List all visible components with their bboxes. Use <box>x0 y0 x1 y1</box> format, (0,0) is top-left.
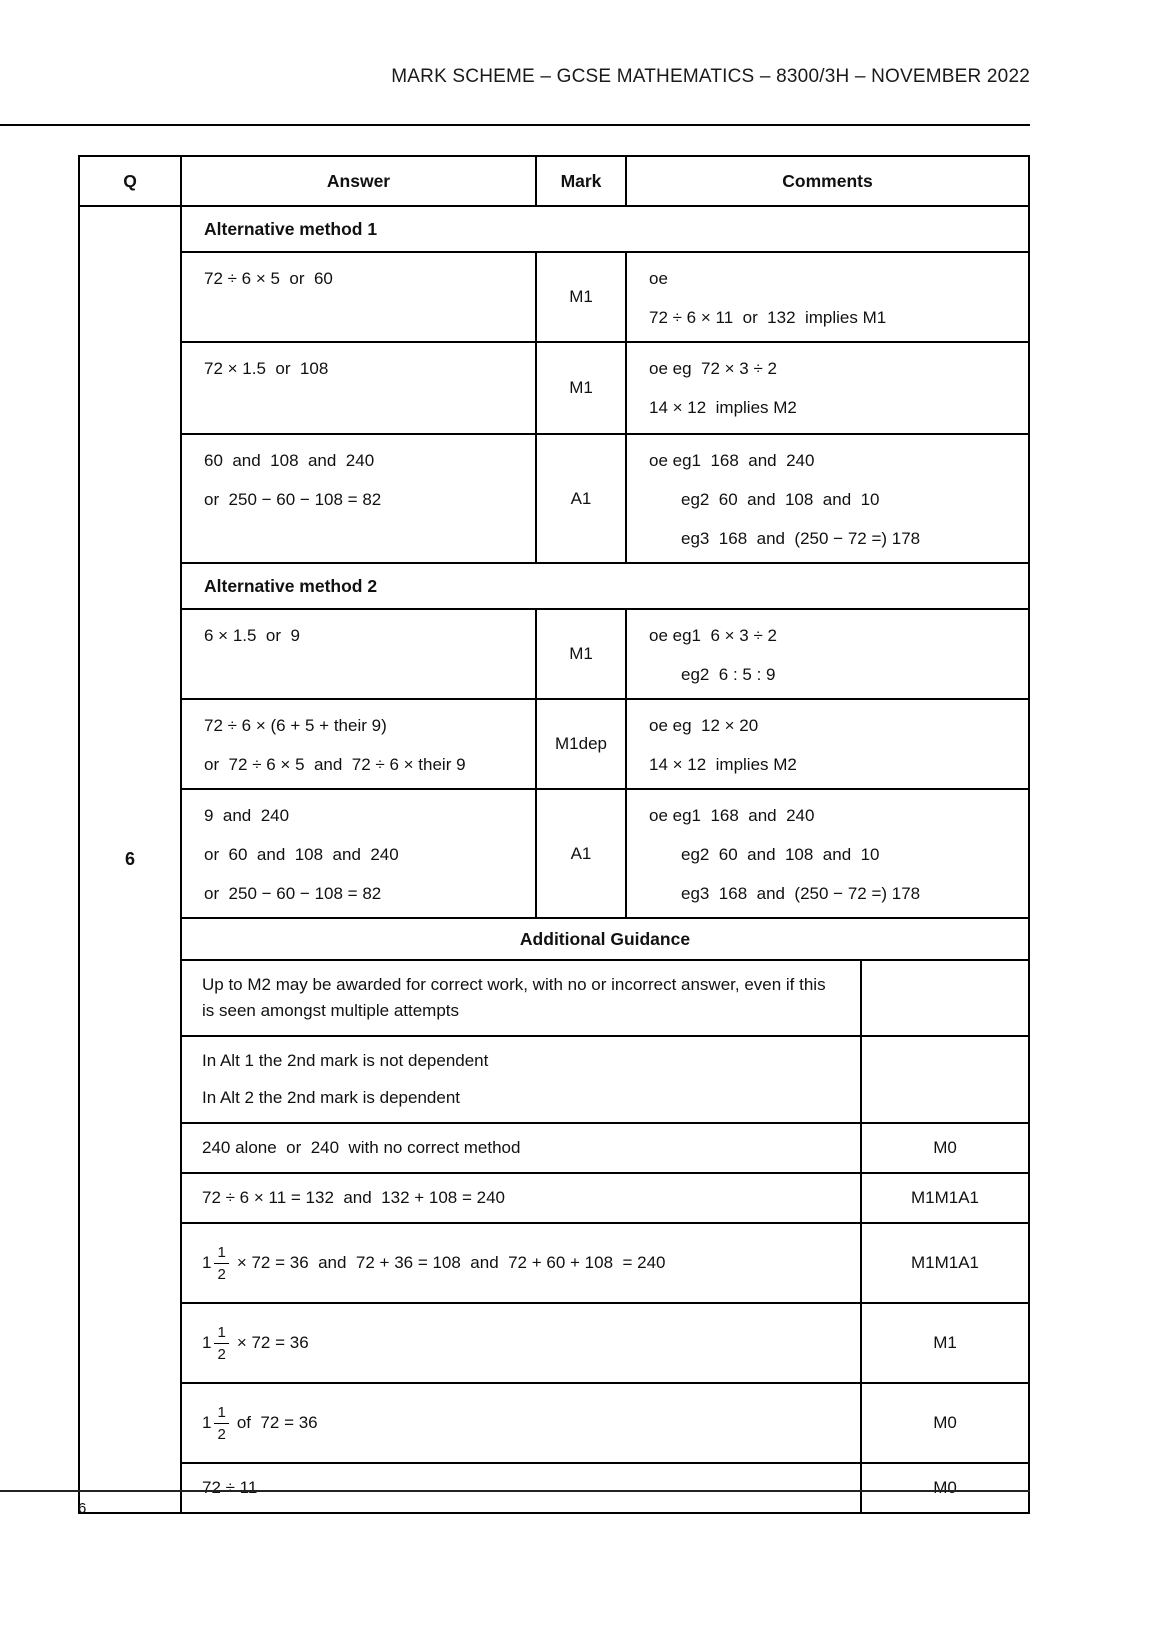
comment-line: oe <box>649 269 668 288</box>
answer-cell <box>182 343 537 433</box>
fraction-denominator: 2 <box>217 1345 226 1363</box>
guidance-text-cell <box>182 1384 862 1462</box>
guidance-mark-cell: M1M1A1 <box>910 1188 980 1207</box>
comments-cell <box>627 610 1028 698</box>
comments-cell <box>627 343 1028 433</box>
table-row <box>182 253 1028 343</box>
guidance-row <box>182 1304 1028 1384</box>
comment-line: oe eg1 6 × 3 ÷ 2 <box>649 626 777 645</box>
guidance-text-cell <box>182 961 862 1035</box>
answer-cell <box>182 610 537 698</box>
mixed-fraction <box>202 1243 229 1284</box>
comments-cell <box>627 435 1028 562</box>
mark-cell: M1dep <box>537 700 627 788</box>
document-header: MARK SCHEME – GCSE MATHEMATICS – 8300/3H – NOVEMBER 2022 <box>391 66 1030 87</box>
guidance-text-cell <box>182 1304 862 1382</box>
fraction-whole: 1 <box>202 1413 212 1432</box>
answer-line: or 60 and 108 and 240 <box>204 845 399 864</box>
comment-line: oe eg 12 × 20 <box>649 716 759 735</box>
table-header-row <box>80 157 1028 207</box>
comment-line: oe eg 72 × 3 ÷ 2 <box>649 359 777 378</box>
fraction-numerator: 1 <box>214 1243 228 1264</box>
comments-cell <box>627 700 1028 788</box>
comment-line: eg3 168 and (250 − 72 =) 178 <box>681 884 921 903</box>
table-row <box>182 343 1028 435</box>
answer-line: 9 and 240 <box>204 806 290 825</box>
guidance-mark-cell <box>862 1037 1028 1122</box>
answer-line: 72 × 1.5 or 108 <box>204 359 329 378</box>
guidance-text-cell <box>182 1224 862 1302</box>
mark-scheme-table <box>78 155 1030 1514</box>
guidance-mark-cell: M0 <box>933 1138 957 1157</box>
guidance-text <box>202 1243 840 1284</box>
additional-guidance-title: Additional Guidance <box>182 919 1028 961</box>
comment-line: eg3 168 and (250 − 72 =) 178 <box>681 529 921 548</box>
guidance-row <box>182 1384 1028 1464</box>
table-row <box>182 610 1028 700</box>
guidance-text <box>202 1403 840 1444</box>
table-row <box>182 700 1028 790</box>
footer-rule <box>0 1490 1030 1492</box>
table-main <box>182 207 1028 1512</box>
mixed-fraction <box>202 1403 229 1444</box>
column-header-q: Q <box>80 157 182 205</box>
comment-line: 14 × 12 implies M2 <box>649 755 797 774</box>
answer-line: 60 and 108 and 240 <box>204 451 375 470</box>
guidance-text: In Alt 2 the 2nd mark is dependent <box>202 1088 461 1107</box>
guidance-text-cell <box>182 1124 862 1172</box>
answer-line: or 250 − 60 − 108 = 82 <box>204 490 382 509</box>
guidance-text-cell <box>182 1464 862 1512</box>
fraction-denominator: 2 <box>217 1265 226 1283</box>
answer-cell <box>182 790 537 917</box>
comment-line: oe eg1 168 and 240 <box>649 451 815 470</box>
mark-cell: M1 <box>537 610 627 698</box>
guidance-mark-cell: M1 <box>933 1333 957 1352</box>
answer-line: 6 × 1.5 or 9 <box>204 626 300 645</box>
guidance-text: 72 ÷ 11 <box>202 1478 258 1497</box>
guidance-row <box>182 1464 1028 1512</box>
alt-method-1-title: Alternative method 1 <box>182 207 1028 253</box>
guidance-text: Up to M2 may be awarded for correct work, with no or incorrect answer, even if this is seen amongst multiple attempts <box>202 975 831 1020</box>
answer-line: 72 ÷ 6 × (6 + 5 + their 9) <box>204 716 387 735</box>
guidance-row <box>182 1174 1028 1224</box>
guidance-text <box>202 1323 840 1364</box>
guidance-expression: × 72 = 36 <box>236 1333 309 1352</box>
guidance-row <box>182 961 1028 1037</box>
comment-line: eg2 60 and 108 and 10 <box>681 490 880 509</box>
fraction-whole: 1 <box>202 1333 212 1352</box>
answer-cell <box>182 700 537 788</box>
mark-cell: M1 <box>537 253 627 341</box>
mixed-fraction <box>202 1323 229 1364</box>
comment-line: oe eg1 168 and 240 <box>649 806 815 825</box>
fraction-stack <box>214 1403 228 1444</box>
guidance-text: 240 alone or 240 with no correct method <box>202 1138 521 1157</box>
alt-method-2-title: Alternative method 2 <box>182 564 1028 610</box>
column-header-answer: Answer <box>182 157 537 205</box>
page-number: 6 <box>78 1500 87 1517</box>
comments-cell <box>627 253 1028 341</box>
table-row <box>182 435 1028 564</box>
fraction-numerator: 1 <box>214 1403 228 1424</box>
guidance-mark-cell: M1M1A1 <box>910 1253 980 1272</box>
comment-line: eg2 60 and 108 and 10 <box>681 845 880 864</box>
guidance-text-cell <box>182 1037 862 1122</box>
answer-cell <box>182 435 537 562</box>
guidance-row <box>182 1224 1028 1304</box>
guidance-row <box>182 1124 1028 1174</box>
guidance-text: 72 ÷ 6 × 11 = 132 and 132 + 108 = 240 <box>202 1188 505 1207</box>
fraction-stack <box>214 1323 228 1364</box>
guidance-mark-cell: M0 <box>933 1478 957 1497</box>
comment-line: 72 ÷ 6 × 11 or 132 implies M1 <box>649 308 887 327</box>
mark-cell: A1 <box>537 790 627 917</box>
answer-line: or 250 − 60 − 108 = 82 <box>204 884 382 903</box>
column-header-mark: Mark <box>537 157 627 205</box>
answer-cell <box>182 253 537 341</box>
comment-line: 14 × 12 implies M2 <box>649 398 797 417</box>
comment-line: eg2 6 : 5 : 9 <box>681 665 776 684</box>
guidance-expression: × 72 = 36 and 72 + 36 = 108 and 72 + 60 + 108 = 240 <box>236 1253 666 1272</box>
fraction-stack <box>214 1243 228 1284</box>
fraction-denominator: 2 <box>217 1425 226 1443</box>
fraction-numerator: 1 <box>214 1323 228 1344</box>
column-header-comments: Comments <box>782 170 873 191</box>
header-rule <box>0 124 1030 126</box>
fraction-whole: 1 <box>202 1253 212 1272</box>
guidance-expression: of 72 = 36 <box>236 1413 318 1432</box>
mark-cell: A1 <box>537 435 627 562</box>
guidance-text: In Alt 1 the 2nd mark is not dependent <box>202 1051 489 1070</box>
table-body <box>80 207 1028 1512</box>
guidance-row <box>182 1037 1028 1124</box>
comments-cell <box>627 790 1028 917</box>
answer-line: or 72 ÷ 6 × 5 and 72 ÷ 6 × their 9 <box>204 755 466 774</box>
guidance-mark-cell: M0 <box>933 1413 957 1432</box>
guidance-text-cell <box>182 1174 862 1222</box>
answer-line: 72 ÷ 6 × 5 or 60 <box>204 269 333 288</box>
question-number-cell: 6 <box>80 207 182 1512</box>
mark-cell: M1 <box>537 343 627 433</box>
table-row <box>182 790 1028 919</box>
guidance-mark-cell <box>862 961 1028 1035</box>
